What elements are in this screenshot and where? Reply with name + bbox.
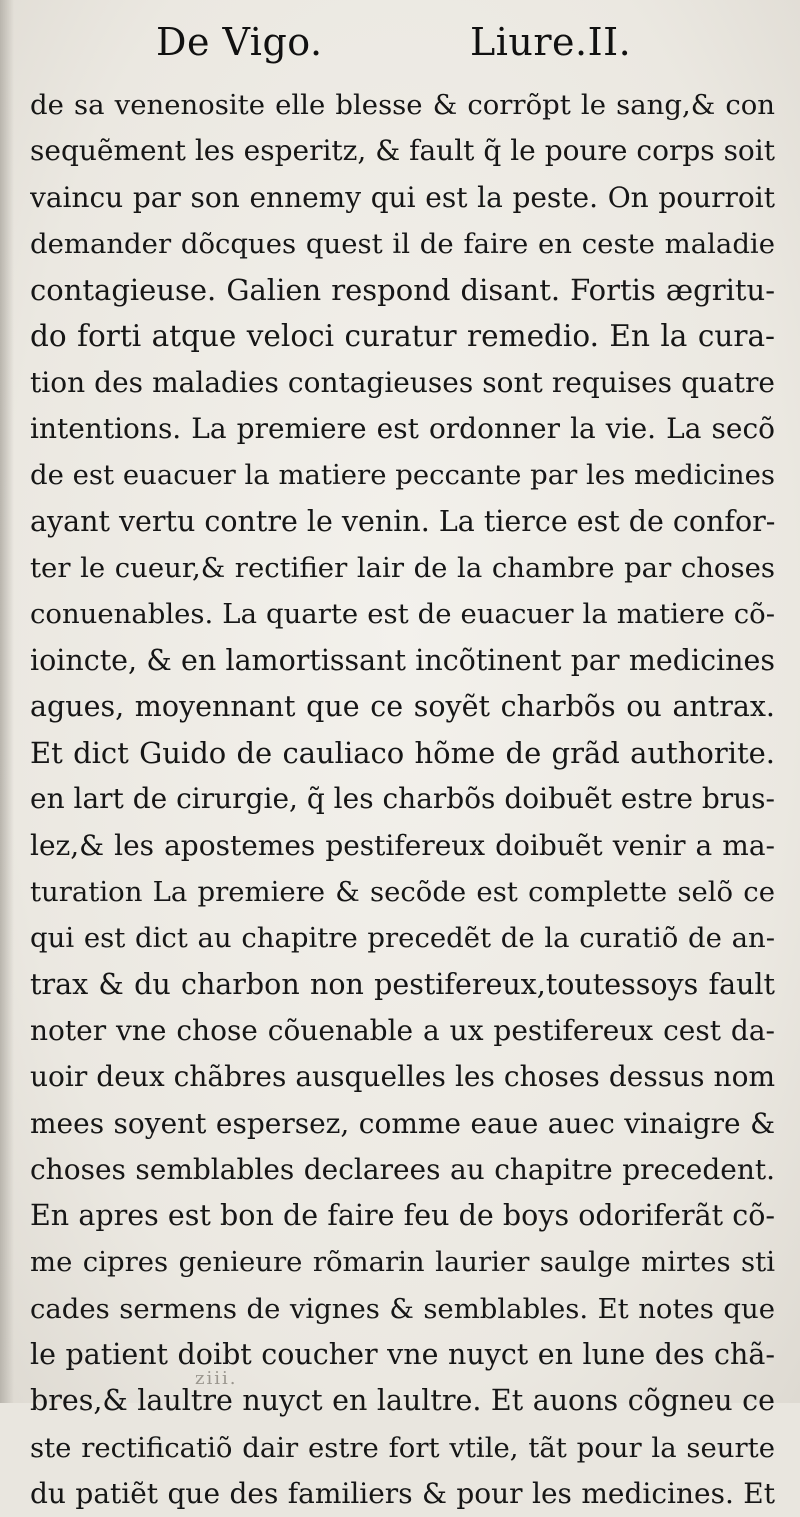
text-line: ter le cueur,& rectifier lair de la chambre par choses bbox=[30, 551, 775, 584]
text-line: ayant vertu contre le venin. La tierce est de confor- bbox=[30, 504, 775, 538]
text-line: ste rectificatiõ dair estre fort vtile, tãt pour la seurte bbox=[30, 1431, 775, 1464]
text-line: mees soyent espersez, comme eaue auec vinaigre & bbox=[30, 1106, 775, 1140]
text-line: bres,& laultre nuyct en laultre. Et auons cõgneu ce bbox=[30, 1384, 775, 1418]
text-line: de est euacuer la matiere peccante par les medicines bbox=[30, 459, 775, 492]
book-label: Liure.II. bbox=[470, 20, 632, 64]
text-line: En apres est bon de faire feu de boys odoriferãt cõ- bbox=[30, 1199, 775, 1233]
text-line: agues, moyennant que ce soyẽt charbõs ou antrax. bbox=[30, 689, 775, 723]
text-line: ioincte, & en lamortissant incõtinent par medicines bbox=[30, 643, 775, 677]
text-line: turation La premiere & secõde est complette selõ ce bbox=[30, 876, 775, 909]
text-line: vaincu par son ennemy qui est la peste. On pourroit bbox=[30, 180, 775, 214]
text-line: uoir deux chãbres ausquelles les choses dessus nom bbox=[30, 1060, 775, 1094]
signature-mark: ziii. bbox=[195, 1368, 238, 1389]
text-line: qui est dict au chapitre precedẽt de la curatiõ de an- bbox=[30, 922, 775, 955]
text-line: noter vne chose cõuenable a ux pestifereux cest da- bbox=[30, 1013, 775, 1047]
text-line: tion des maladies contagieuses sont requises quatre bbox=[30, 365, 775, 399]
text-line: de sa venenosite elle blesse & corrõpt le sang,& con bbox=[30, 89, 775, 121]
text-line: trax & du charbon non pestifereux,toutessoys fault bbox=[30, 967, 775, 1001]
text-line: Et dict Guido de cauliaco hõme de grãd authorite. bbox=[30, 736, 775, 771]
body-text bbox=[30, 82, 775, 1517]
text-line: du patiẽt que des familiers & pour les medicines. Et bbox=[30, 1476, 775, 1510]
text-line: intentions. La premiere est ordonner la vie. La secõ bbox=[30, 412, 775, 446]
text-line: do forti atque veloci curatur remedio. En la cura- bbox=[30, 319, 775, 354]
text-line: le patient doibt coucher vne nuyct en lune des chã- bbox=[30, 1338, 775, 1372]
text-line: sequẽment les esperitz, & fault q̃ le poure corps soit bbox=[30, 134, 775, 168]
text-line: lez,& les apostemes pestifereux doibuẽt venir a ma- bbox=[30, 828, 775, 862]
text-line: cades sermens de vignes & semblables. Et notes que bbox=[30, 1292, 775, 1325]
text-line: en lart de cirurgie, q̃ les charbõs doibuẽt estre brus- bbox=[30, 782, 775, 816]
text-line: contagieuse. Galien respond disant. Fortis ægritu- bbox=[30, 273, 775, 308]
text-line: conuenables. La quarte est de euacuer la matiere cõ- bbox=[30, 598, 775, 631]
page-gutter-shadow bbox=[0, 0, 14, 1403]
text-line: me cipres genieure rõmarin laurier saulge mirtes sti bbox=[30, 1246, 775, 1279]
text-line: choses semblables declarees au chapitre precedent. bbox=[30, 1152, 775, 1186]
text-line: demander dõcques quest il de faire en ceste maladie bbox=[30, 227, 775, 260]
running-head: De Vigo. bbox=[156, 20, 323, 64]
page-header bbox=[0, 14, 800, 74]
